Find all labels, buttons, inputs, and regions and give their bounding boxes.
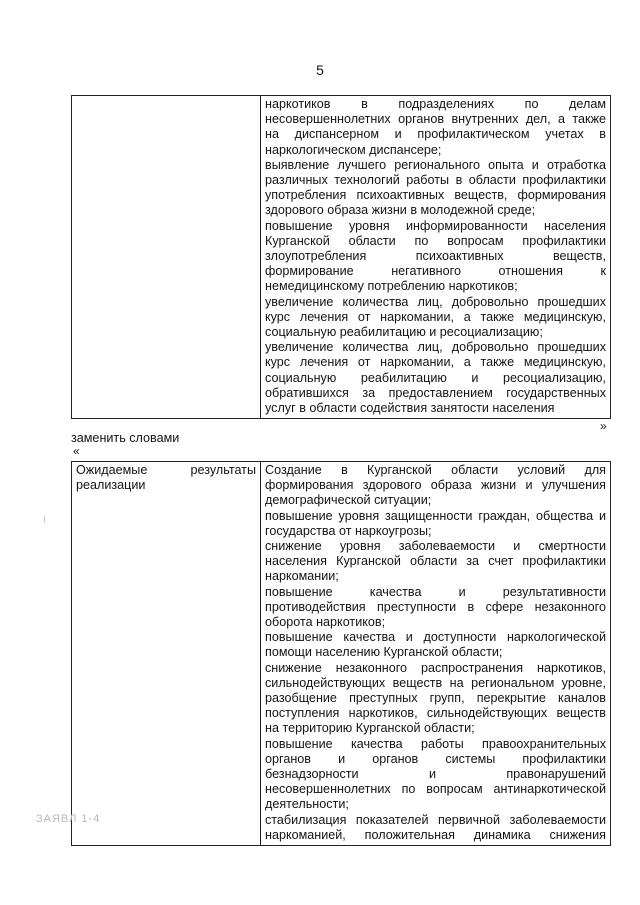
text-line: обратившихся за предоставлением государственных <box>265 385 606 400</box>
expected-results-label-cell <box>72 462 261 846</box>
text-line: курс лечения от наркомании, а также медицинскую, <box>265 309 606 324</box>
text-line: несовершеннолетних органов внутренних дел, а также <box>265 112 606 127</box>
text-line: курс лечения от наркомании, а также медицинскую, <box>265 355 606 370</box>
text-line: повышение уровня информированности населения <box>265 218 606 233</box>
text-line: формирование негативного отношения к <box>265 264 606 279</box>
text-line: повышение качества и результативности <box>265 584 606 599</box>
text-line: наркологическом диспансере; <box>265 142 442 157</box>
text-line: поступления наркотиков, сильнодействующих веществ <box>265 706 606 721</box>
goals-text-cell <box>261 96 611 419</box>
text-line: деятельности; <box>265 797 349 812</box>
text-line: наркомании; <box>265 569 339 584</box>
previous-text-table <box>71 95 611 419</box>
text-line: противодействия преступности в сфере незаконного <box>265 599 606 614</box>
text-line: разобщение преступных групп, перекрытие каналов <box>265 691 606 706</box>
text-line: Курганской области по вопросам профилактики <box>265 233 606 248</box>
text-line: увеличение количества лиц, добровольно прошедших <box>265 340 606 355</box>
text-line: повышение уровня защищенности граждан, общества и <box>265 508 606 523</box>
text-line: государства от наркоугрозы; <box>265 523 432 538</box>
text-line: немедицинскому потреблению наркотиков; <box>265 279 518 294</box>
text-line: наркотиков в подразделениях по делам <box>265 97 606 111</box>
text-line: формирования здорового образа жизни и улучшения <box>265 478 606 493</box>
text-line: злоупотребления психоактивных веществ, <box>265 249 606 264</box>
opening-quote: « <box>73 444 80 458</box>
text-line: снижение незаконного распространения наркотиков, <box>265 660 606 675</box>
text-line: сильнодействующих веществ на региональном уровне, <box>265 675 606 690</box>
replace-phrase: заменить словами <box>71 431 180 445</box>
text-line: Создание в Курганской области условий для <box>265 463 606 477</box>
text-line: помощи населению Курганской области; <box>265 645 503 660</box>
label-line: реализации <box>76 478 146 493</box>
text-line: на территорию Курганской области; <box>265 721 475 736</box>
text-line: социальную реабилитацию и ресоциализацию, <box>265 370 606 385</box>
text-line: здорового образа жизни в молодежной среде; <box>265 203 536 218</box>
text-line: наркоманией, положительная динамика снижения <box>265 827 606 842</box>
text-line: демографической ситуации; <box>265 493 432 508</box>
text-line: социальную реабилитацию и ресоциализацию; <box>265 325 543 340</box>
text-line: увеличение количества лиц, добровольно прошедших <box>265 294 606 309</box>
text-line: повышение качества и доступности наркологической <box>265 630 606 645</box>
expected-results-text-cell <box>261 462 611 846</box>
text-line: различных технологий работы в области профилактики <box>265 173 606 188</box>
label-line: Ожидаемые результаты <box>76 463 256 477</box>
new-text-table <box>71 461 611 846</box>
page-number: 5 <box>316 62 324 78</box>
text-line: оборота наркотиков; <box>265 615 386 630</box>
margin-mark <box>44 516 45 523</box>
text-line: несовершеннолетних по вопросам антинаркотической <box>265 782 606 797</box>
text-line: стабилизация показателей первичной заболеваемости <box>265 812 606 827</box>
closing-quote: » <box>600 419 607 433</box>
faint-margin-stamp: ЗАЯВЛ 1-4 <box>36 813 101 825</box>
table-row <box>72 462 611 846</box>
text-line: населения Курганской области за счет профилактики <box>265 554 606 569</box>
text-line: услуг в области содействия занятости населения <box>265 401 555 416</box>
text-line: безнадзорности и правонарушений <box>265 767 606 782</box>
table-row <box>72 96 611 419</box>
text-line: выявление лучшего регионального опыта и отработка <box>265 157 606 172</box>
text-line: снижение уровня заболеваемости и смертности <box>265 539 606 554</box>
text-line: органов и органов системы профилактики <box>265 751 606 766</box>
empty-left-cell <box>72 96 261 419</box>
text-line: на диспансерном и профилактическом учетах в <box>265 127 606 142</box>
text-line: употребления психоактивных веществ, формирования <box>265 188 606 203</box>
text-line: повышение качества работы правоохранительных <box>265 736 606 751</box>
